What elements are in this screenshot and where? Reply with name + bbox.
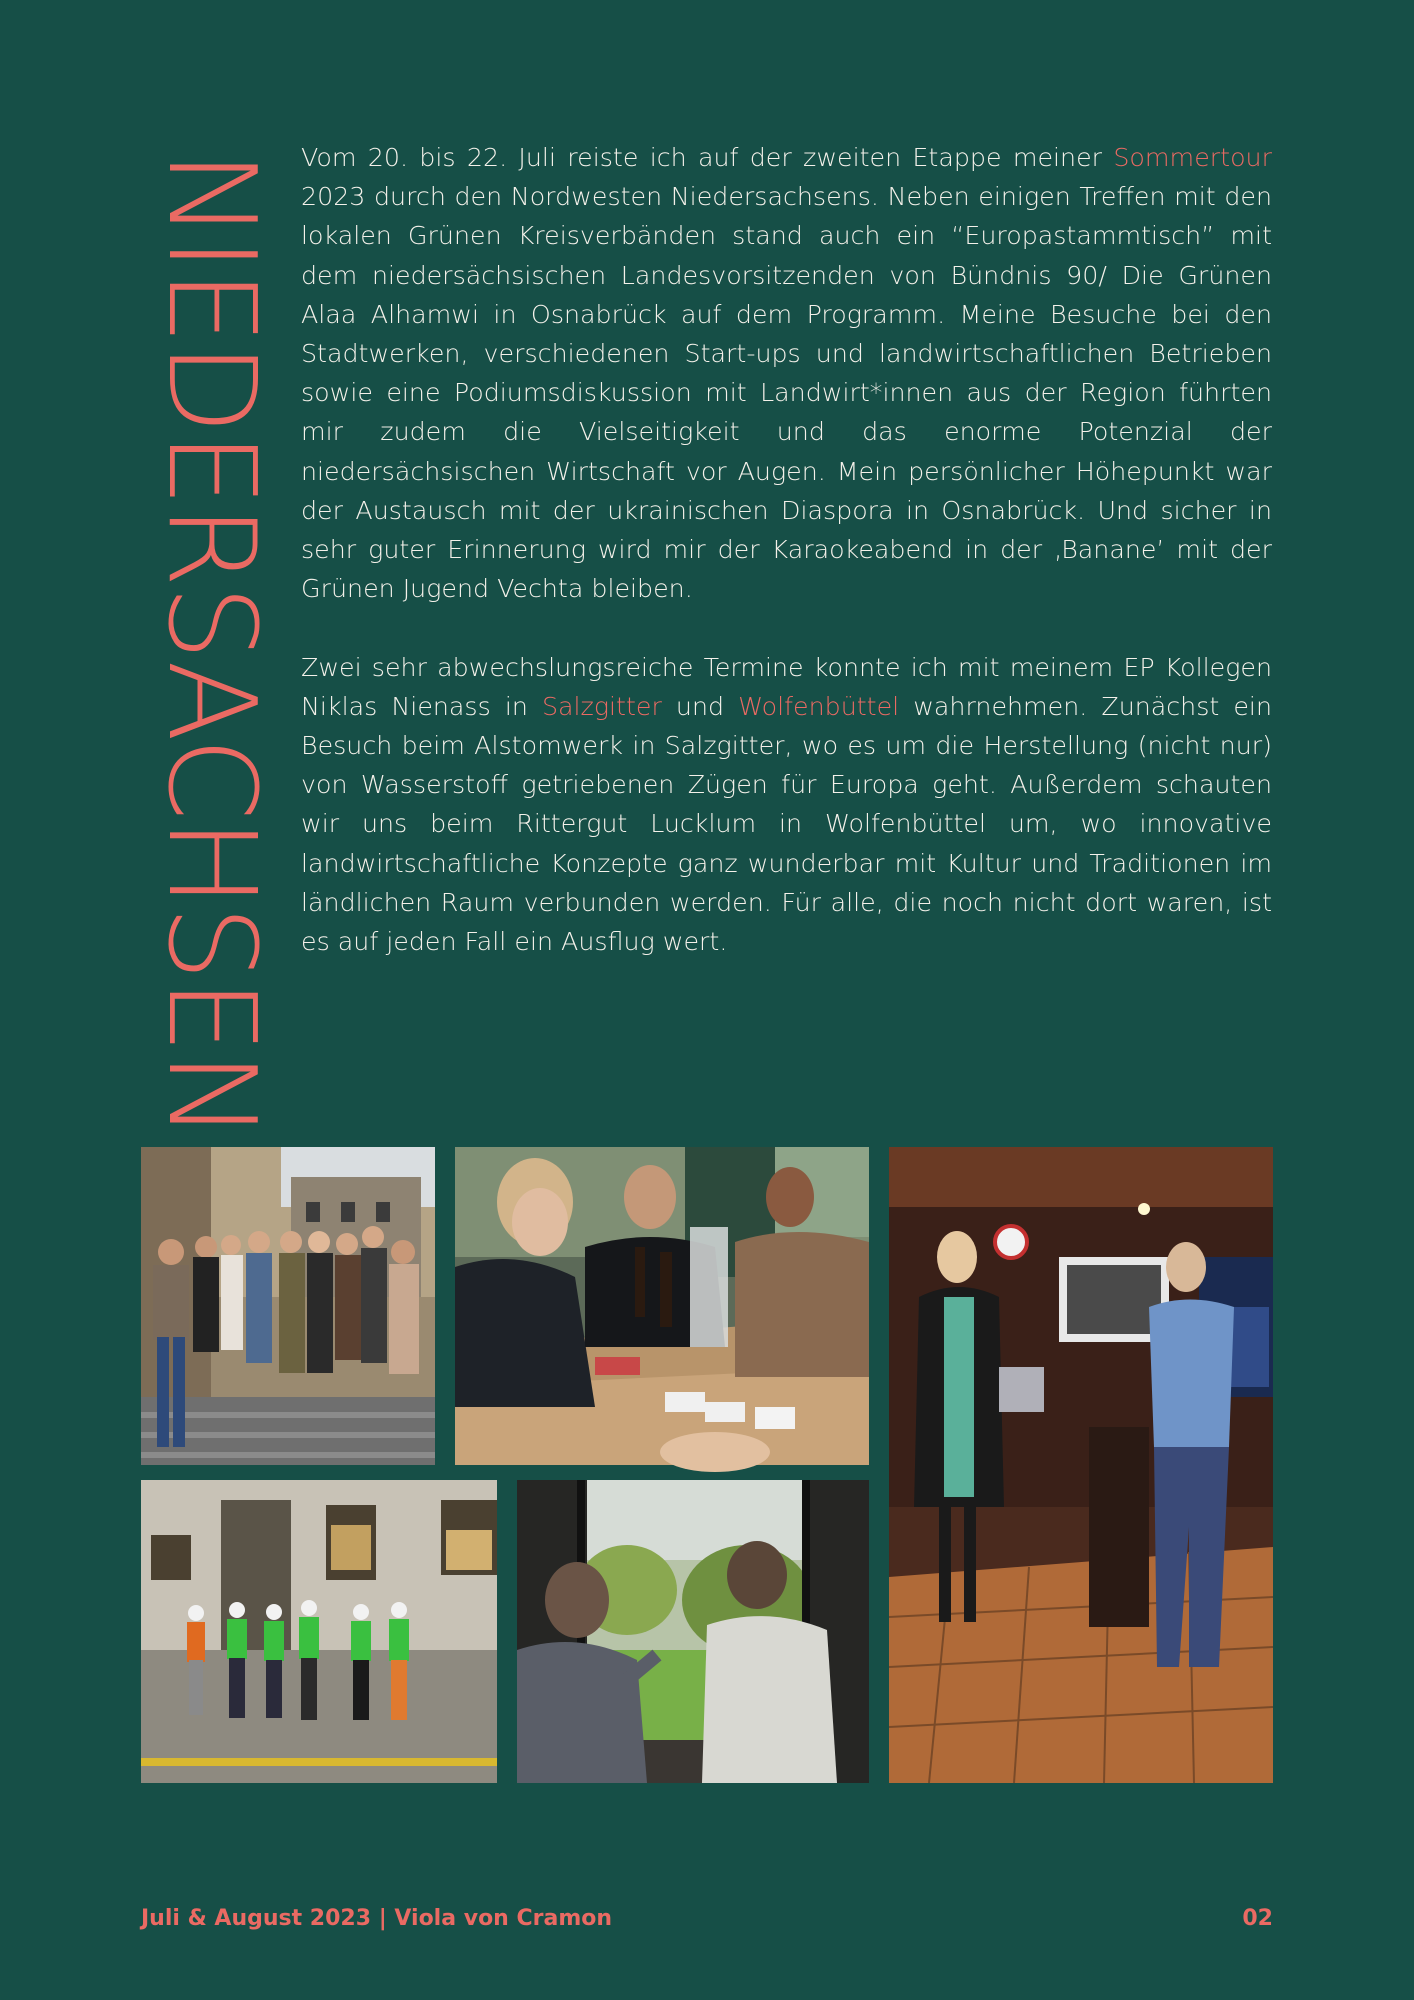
footer-issue-author: Juli & August 2023 | Viola von Cramon [141, 1906, 613, 1931]
paragraph-2-text-start: Zwei sehr abwechslungsreiche Termine konnte ich mit meinem EP Kollegen Niklas Nienass in [301, 652, 1272, 721]
photo-karaoke-evening [889, 1147, 1273, 1783]
photo-group-on-steps [141, 1147, 435, 1465]
page-title-vertical [141, 150, 280, 1138]
paragraph-2-text-middle: und [661, 691, 739, 721]
paragraph-2 [301, 648, 1272, 962]
photo-meeting-at-table [455, 1147, 869, 1465]
link-sommertour[interactable]: Sommertour [1113, 143, 1272, 172]
paragraph-1-text-end: 2023 durch den Nordwesten Niedersachsens. Neben einigen Treffen mit den lokalen Grünen Kreisverbänden stand auch ein “Europastammtisch” mit dem niedersächsischen Landesvorsitzenden von Bündnis 90/ Die Grünen Alaa Alhamwi in Osnabrück auf dem Programm. Meine Besuche bei den Stadtwerken, verschiedenen Start-ups und landwirtschaftlichen Betrieben sowie eine Podiumsdiskussion mit Landwirt*innen aus der Region führten mir zudem die Vielseitigkeit und das enorme Potenzial der niedersächsischen Wirtschaft vor Augen. Mein persönlicher Höhepunkt war der Austausch mit der ukrainischen Diaspora in Osnabrück. Und sicher in sehr guter Erinnerung wird mir der Karaokeabend in der ‚Banane’ mit der Grünen Jugend Vechta bleiben. [301, 182, 1272, 604]
article-body [301, 138, 1272, 1000]
photo-alstom-factory-visit [141, 1480, 497, 1783]
link-wolfenbuettel[interactable]: Wolfenbüttel [738, 691, 900, 721]
paragraph-1-text-start: Vom 20. bis 22. Juli reiste ich auf der zweiten Etappe meiner [301, 143, 1114, 172]
link-salzgitter[interactable]: Salzgitter [541, 691, 662, 721]
paragraph-2-text-end: wahrnehmen. Zunächst ein Besuch beim Alstomwerk in Salzgitter, wo es um die Herstellung (nicht nur) von Wasserstoff getriebenen Zügen für Europa geht. Außerdem schauten wir uns beim Rittergut Lucklum in Wolfenbüttel um, wo innovative landwirtschaftliche Konzepte ganz wunderbar mit Kultur und Traditionen im ländlichen Raum verbunden werden. Für alle, die noch nicht dort waren, ist es auf jeden Fall ein Ausflug wert. [301, 691, 1272, 957]
page-number: 02 [1242, 1906, 1273, 1931]
photo-rittergut-lucklum-window [517, 1480, 869, 1783]
paragraph-1 [301, 138, 1272, 608]
page-title: NIEDERSACHSEN [141, 150, 280, 1138]
